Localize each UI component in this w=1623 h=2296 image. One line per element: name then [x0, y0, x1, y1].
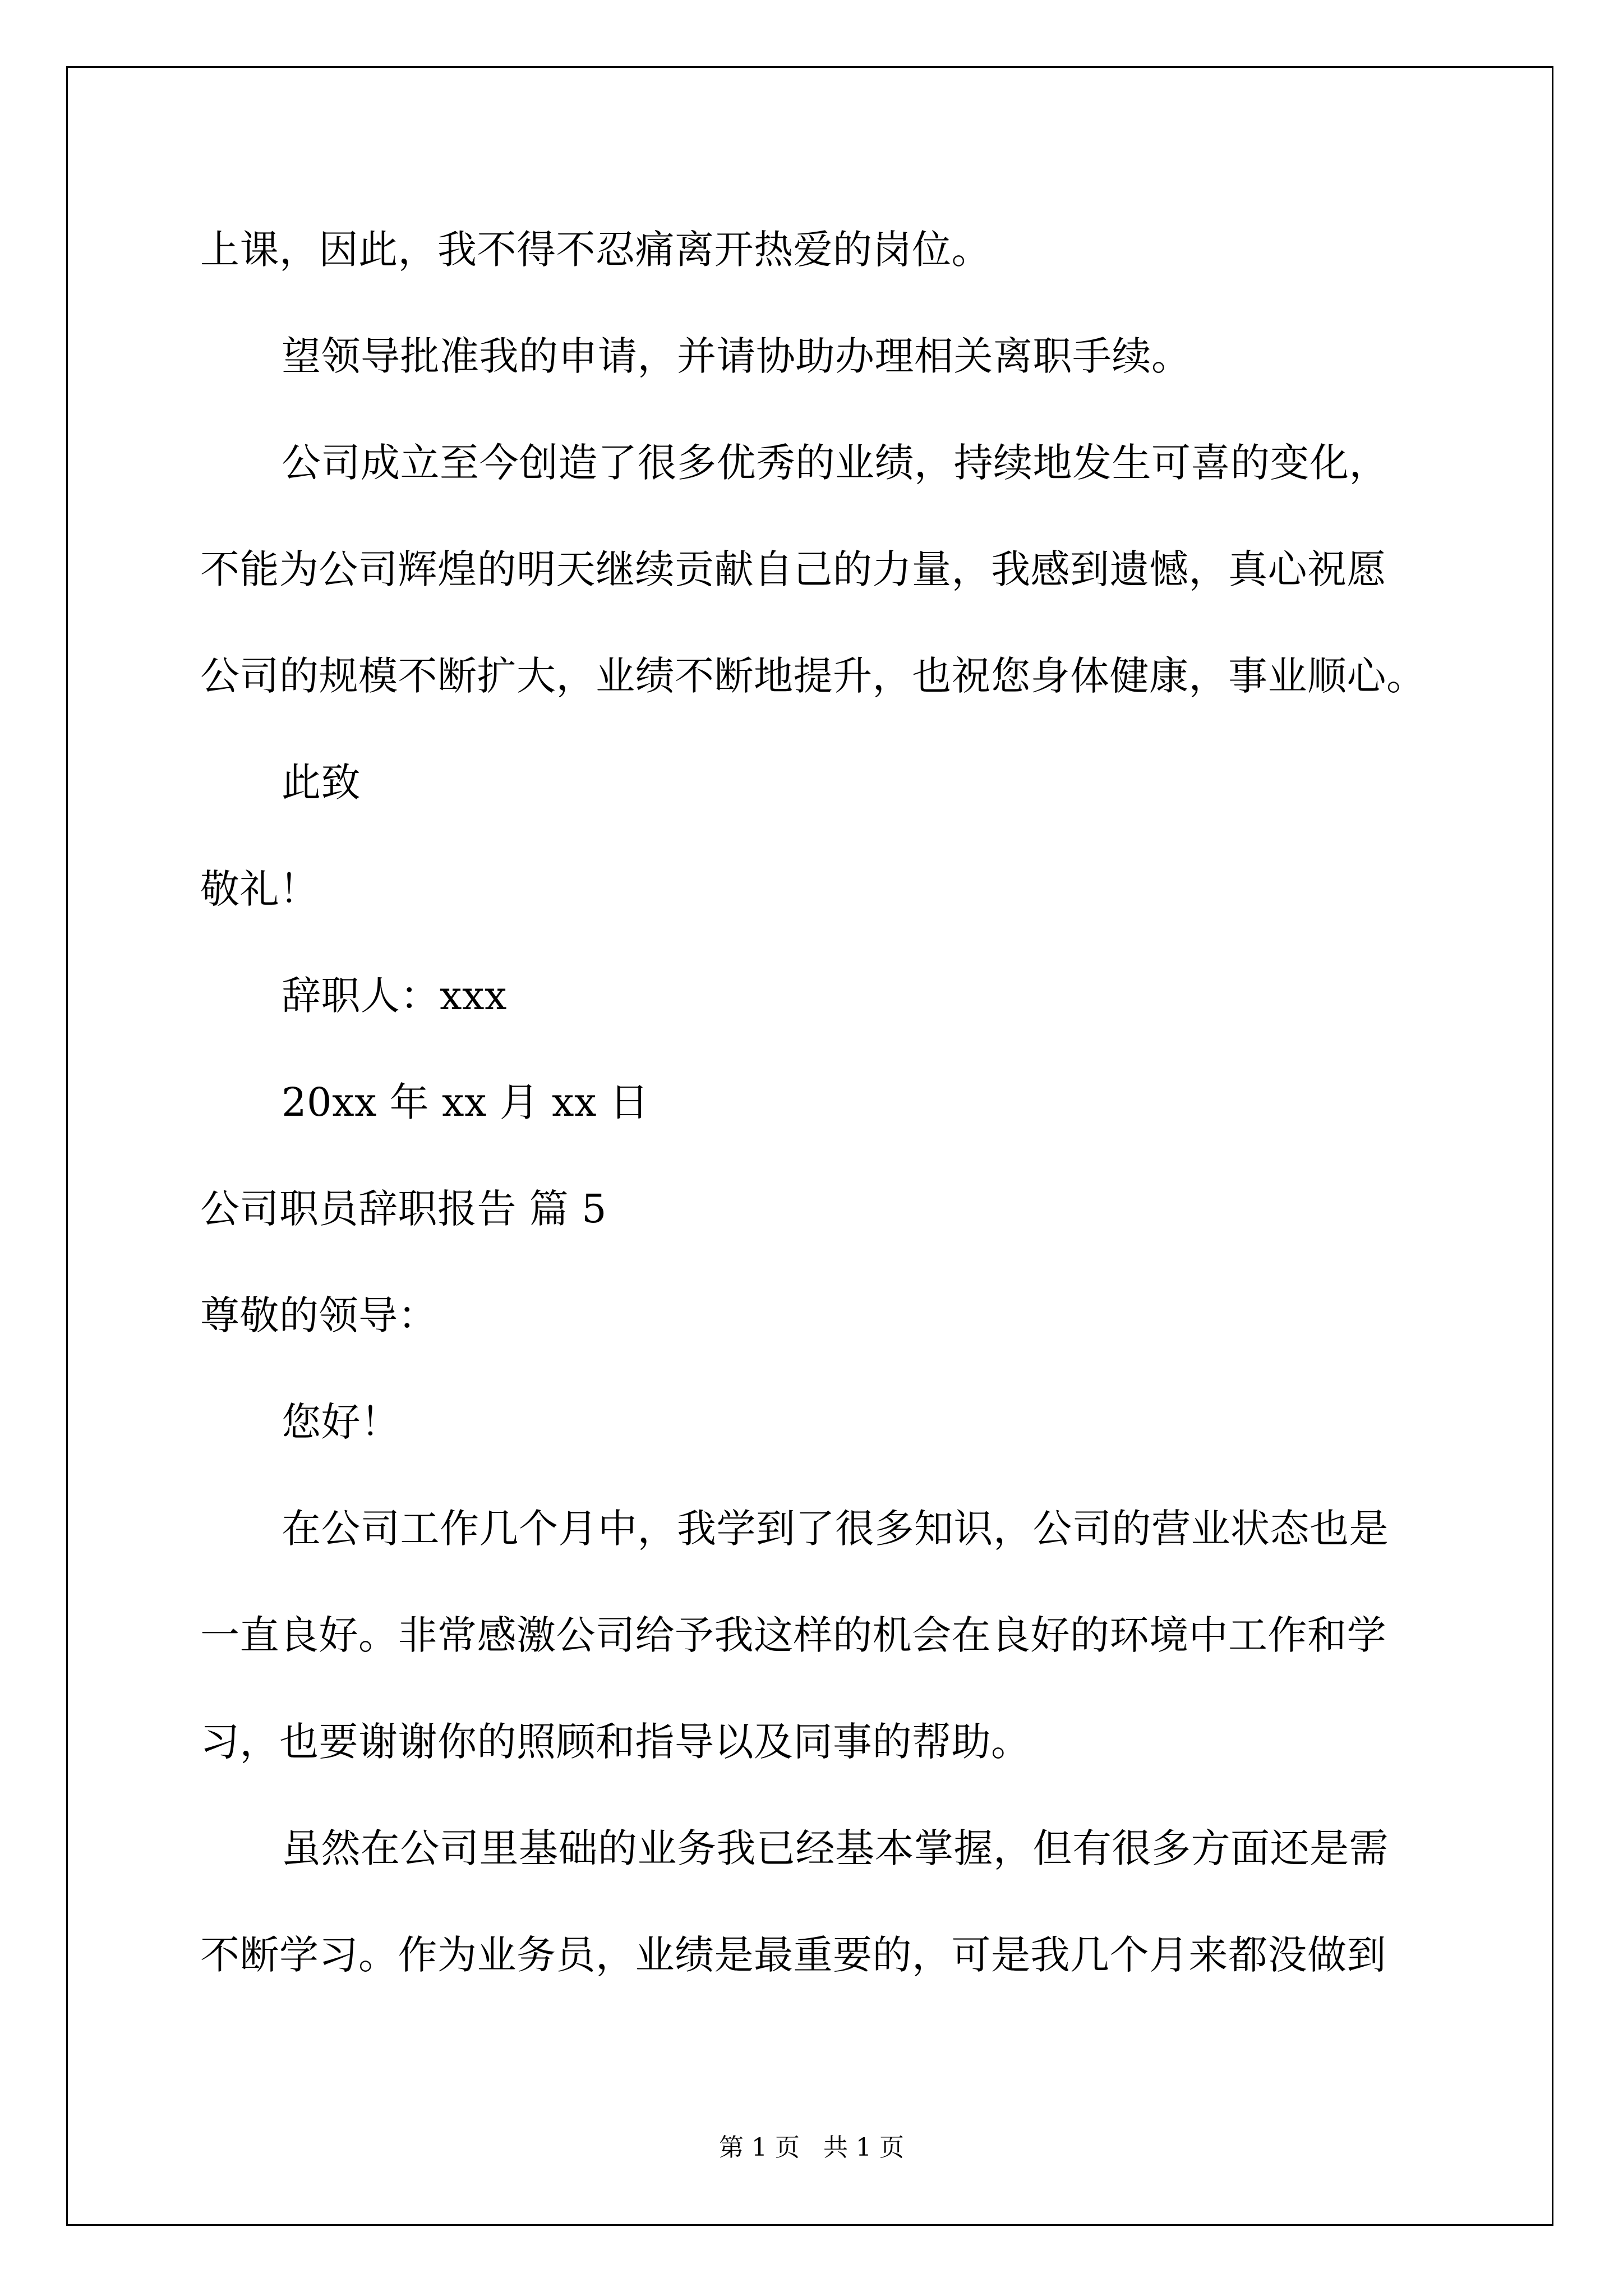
text-line: 在公司工作几个月中，我学到了很多知识，公司的营业状态也是 [282, 1506, 1389, 1552]
salutation-closing: 此致 [282, 760, 361, 806]
text-line: 上课，因此，我不得不忍痛离开热爱的岗位。 [200, 227, 991, 273]
text-line: 习，也要谢谢你的照顾和指导以及同事的帮助。 [200, 1719, 1031, 1765]
page-footer: 第 1 页 共 1 页 [719, 2133, 904, 2162]
text-line: 公司成立至今创造了很多优秀的业绩，持续地发生可喜的变化， [282, 440, 1389, 486]
signature-name: 辞职人：xxx [282, 973, 507, 1019]
text-line: 不断学习。作为业务员，业绩是最重要的，可是我几个月来都没做到 [200, 1932, 1386, 1978]
letter-greeting: 尊敬的领导： [200, 1292, 437, 1338]
text-line: 虽然在公司里基础的业务我已经基本掌握，但有很多方面还是需 [282, 1825, 1389, 1871]
signature-date: 20xx 年 xx 月 xx 日 [282, 1079, 649, 1125]
text-line: 公司的规模不断扩大，业绩不断地提升，也祝您身体健康，事业顺心。 [200, 653, 1426, 699]
letter-hello: 您好！ [282, 1399, 400, 1445]
salutation-regards: 敬礼！ [200, 866, 319, 912]
text-line: 望领导批准我的申请，并请协助办理相关离职手续。 [282, 333, 1191, 379]
text-line: 一直良好。非常感激公司给予我这样的机会在良好的环境中工作和学 [200, 1612, 1386, 1658]
document-body [200, 213, 1434, 2025]
section-heading: 公司职员辞职报告 篇 5 [200, 1186, 607, 1232]
text-line: 不能为公司辉煌的明天继续贡献自己的力量，我感到遗憾，真心祝愿 [200, 546, 1386, 592]
